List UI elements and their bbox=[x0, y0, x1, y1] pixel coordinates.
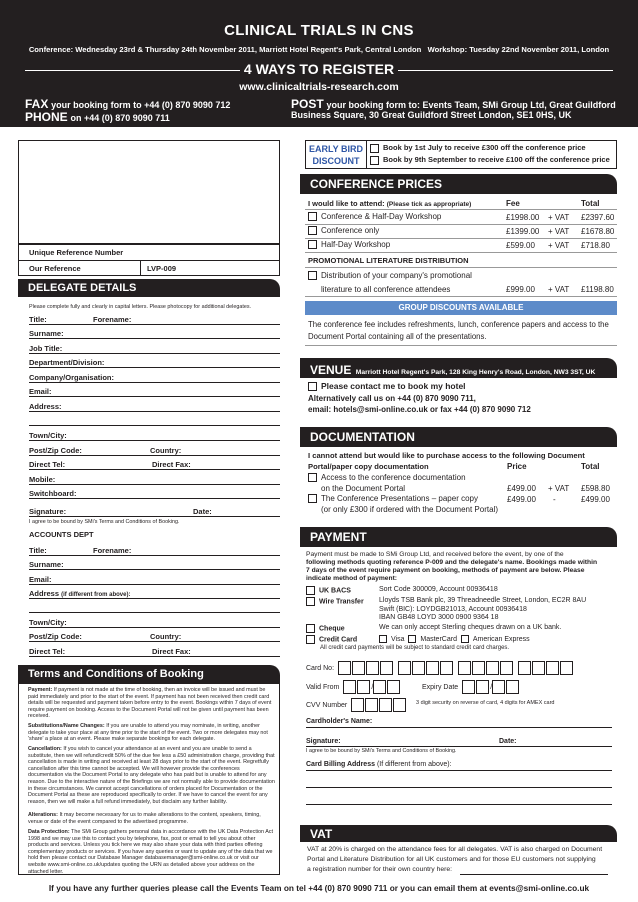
promo-checkbox[interactable] bbox=[308, 271, 317, 280]
cvv-note: 3 digit security on reverse of card, 4 digits for AMEX card bbox=[416, 700, 555, 706]
job-title-label: Job Title: bbox=[29, 344, 63, 353]
acc-surname-field[interactable] bbox=[29, 569, 280, 570]
accounts-dept-heading: ACCOUNTS DEPT bbox=[29, 530, 94, 539]
doc-paper-note: (or only £300 if ordered with the Document Portal) bbox=[321, 505, 498, 514]
billing-address-field-2[interactable] bbox=[306, 787, 612, 788]
unique-reference-label: Unique Reference Number bbox=[29, 248, 124, 257]
card-number-row: Card No: bbox=[306, 661, 574, 675]
credit-card-checkbox[interactable] bbox=[306, 635, 315, 644]
surname-label: Surname: bbox=[29, 329, 64, 338]
acc-forename-label: Forename: bbox=[93, 546, 132, 555]
card-types: Visa MasterCard American Express bbox=[379, 635, 530, 643]
promo-fee: £999.00 bbox=[506, 285, 535, 294]
price-row-workshop[interactable]: Half-Day Workshop bbox=[308, 240, 390, 249]
department-label: Department/Division: bbox=[29, 358, 105, 367]
acc-address-field-2[interactable] bbox=[29, 612, 280, 613]
early-bird-1-checkbox[interactable] bbox=[370, 144, 379, 153]
conf-only-checkbox[interactable] bbox=[308, 226, 317, 235]
card-signature-label: Signature: bbox=[306, 738, 341, 745]
fee-header: Fee bbox=[506, 199, 520, 208]
our-reference-label: Our Reference bbox=[29, 264, 81, 273]
doc-portal-price: £499.00 bbox=[507, 484, 536, 493]
vat-heading: VAT bbox=[300, 825, 617, 842]
acc-email-field[interactable] bbox=[29, 584, 280, 585]
acc-address-label: Address (if different from above): bbox=[29, 589, 131, 598]
workshop-checkbox[interactable] bbox=[308, 240, 317, 249]
price-fee: £1998.00 bbox=[506, 213, 540, 222]
cvv-boxes[interactable] bbox=[351, 702, 407, 709]
vat-text-1: VAT at 20% is charged on the attendance fees for all delegates. VAT is also charged on Document bbox=[307, 846, 603, 853]
payment-intro-1: Payment must be made to SMi Group Ltd, and received before the event, by one of the bbox=[306, 551, 564, 558]
payment-intro-3: 7 days of the event require payment on booking, methods of payment are below. Please bbox=[306, 567, 585, 574]
price-vat: + VAT bbox=[548, 227, 570, 236]
postcode-field[interactable] bbox=[29, 455, 280, 456]
price-row-conf-only[interactable]: Conference only bbox=[308, 226, 379, 235]
address-field-2[interactable] bbox=[29, 425, 280, 426]
town-label: Town/City: bbox=[29, 431, 67, 440]
doc-portal-checkbox[interactable] bbox=[308, 473, 317, 482]
early-bird-option-1[interactable]: Book by 1st July to receive £300 off the conference price bbox=[370, 143, 586, 153]
post-line: POST your booking form to: Events Team, SMi Group Ltd, Great Guildford bbox=[291, 97, 616, 111]
price-fee: £1399.00 bbox=[506, 227, 540, 236]
doc-portal-total: £598.80 bbox=[581, 484, 610, 493]
card-number-boxes[interactable] bbox=[338, 665, 574, 672]
visa-checkbox[interactable] bbox=[379, 635, 387, 643]
terms-cancellation: Cancellation: If you wish to cancel your attendance at an event and you are unable to send a substitute, then we will refund/credit 50% of the due fee less a £50 administration charge, providing that cancellation is made in writing and received at least 28 days prior to the start of the event. Regretfully cancellation after this time cannot be accepted. We will however provide the conferences documentation via the Document Portal to any delegate who has paid but is unable to attend for any reason. Due to the interactive nature of the Briefings we are not normally able to provide documentation in these circumstances. We cannot accept cancellations of orders placed for Documentation or the Document Portal as these are reproduced specifically to order. If we have to cancel the event for any reason, then we will make a full refund immediately, but disclaim any further liability. bbox=[28, 746, 275, 805]
acc-direct-tel-field[interactable] bbox=[29, 656, 280, 657]
wire-option[interactable]: Wire Transfer bbox=[306, 597, 364, 606]
card-date-label: Date: bbox=[499, 738, 517, 745]
card-surcharge-note: All credit card payments will be subject to standard credit card charges. bbox=[320, 645, 510, 651]
footer-contact: If you have any further queries please call the Events Team on tel +44 (0) 870 9090 711 or you can email them at events@smi-online.co.uk bbox=[48, 883, 590, 893]
direct-fax-label: Direct Fax: bbox=[152, 460, 191, 469]
cvv-row: CVV Number bbox=[306, 698, 407, 712]
price-vat: + VAT bbox=[548, 213, 570, 222]
valid-from-boxes[interactable] bbox=[343, 684, 401, 691]
credit-card-option[interactable]: Credit Card bbox=[306, 635, 357, 644]
cheque-details: We can only accept Sterling cheques drawn on a UK bank. bbox=[379, 624, 562, 631]
mastercard-checkbox[interactable] bbox=[408, 635, 416, 643]
price-vat: + VAT bbox=[548, 241, 570, 250]
doc-question-1: I cannot attend but would like to purchase access to the following Document bbox=[308, 451, 585, 460]
company-field[interactable] bbox=[29, 382, 280, 383]
header-banner bbox=[0, 0, 638, 127]
direct-tel-field[interactable] bbox=[29, 469, 280, 470]
signature-label: Signature: bbox=[29, 507, 67, 516]
delegate-note: Please complete fully and clearly in capital letters. Please photocopy for additional delegates. bbox=[29, 304, 252, 310]
attend-label: I would like to attend: (Please tick as appropriate) bbox=[308, 199, 472, 208]
terms-payment: Payment: If payment is not made at the time of booking, then an invoice will be issued and must be paid immediately and prior to the start of the event. If payment has not been received then credit card details will be requested and payment taken before entry to the event. Bookings within 7 days of event require payment on booking. Access to the Document Portal will not be given until payment has been received. bbox=[28, 687, 272, 720]
country-label: Country: bbox=[150, 446, 182, 455]
terms-substitutions: Substitutions/Name Changes: If you are unable to attend you may nominate, in writing, another delegate to take your place at any time prior to the start of the event. Two or more delegates may not 'share' a place at an event. Please make separate bookings for each delegate. bbox=[28, 723, 268, 743]
venue-alt-contact-2: email: hotels@smi-online.co.uk or fax +44 (0) 870 9090 712 bbox=[308, 405, 531, 414]
doc-portal-option[interactable]: Access to the conference documentation bbox=[308, 473, 466, 482]
post-line-2: Business Square, 30 Great Guildford Street London, SE1 0HS, UK bbox=[291, 110, 572, 120]
email-label: Email: bbox=[29, 387, 52, 396]
conference-prices-heading: CONFERENCE PRICES bbox=[300, 174, 617, 194]
title-label: Title: bbox=[29, 315, 47, 324]
cardholder-name-label: Cardholder's Name: bbox=[306, 718, 373, 725]
promo-heading: PROMOTIONAL LITERATURE DISTRIBUTION bbox=[308, 256, 469, 265]
acc-title-field[interactable] bbox=[29, 555, 280, 556]
cheque-option[interactable]: Cheque bbox=[306, 624, 345, 633]
cardholder-name-field[interactable] bbox=[306, 727, 612, 728]
billing-address-field[interactable] bbox=[306, 770, 612, 771]
acc-surname-label: Surname: bbox=[29, 560, 64, 569]
department-field[interactable] bbox=[29, 367, 280, 368]
switchboard-field[interactable] bbox=[29, 498, 280, 499]
card-signature-field[interactable] bbox=[306, 746, 612, 747]
our-reference-value: LVP-009 bbox=[147, 264, 177, 273]
terms-data-protection: Data Protection: The SMi Group gathers personal data in accordance with the UK Data Protection Act 1998 and we may use this to contact you by telephone, fax, post or email to tell you about other products and services. Unless you tick here we may also share your data with third parties offering complementary products or services. If you have any queries or want to update any of the data that we hold then please contact our Database Manager databasemanager@smi-online.co.uk or visit our website www.smi-online.co.uk/updates quoting the URN as detailed above your address on the attached letter. bbox=[28, 829, 274, 875]
bacs-option[interactable]: UK BACS bbox=[306, 586, 351, 595]
delegate-agree-text: I agree to be bound by SMi's Terms and Conditions of Booking. bbox=[29, 519, 180, 525]
doc-paper-price: £499.00 bbox=[507, 495, 536, 504]
early-bird-option-2[interactable]: Book by 9th September to receive £100 off the conference price bbox=[370, 155, 610, 165]
bacs-checkbox[interactable] bbox=[306, 586, 315, 595]
wire-details-3: IBAN GB48 LOYD 3000 0900 9364 18 bbox=[379, 614, 499, 621]
fee-includes-text: The conference fee includes refreshments, lunch, conference papers and access to the Document Portal containing all of the presentations. bbox=[308, 320, 609, 341]
promo-vat: + VAT bbox=[548, 285, 570, 294]
acc-postcode-label: Post/Zip Code: bbox=[29, 632, 82, 641]
phone-line: PHONE on +44 (0) 870 9090 711 bbox=[25, 110, 170, 124]
mobile-field[interactable] bbox=[29, 484, 280, 485]
book-hotel-checkbox[interactable] bbox=[308, 382, 317, 391]
address-field[interactable] bbox=[29, 411, 280, 412]
acc-town-field[interactable] bbox=[29, 627, 280, 628]
doc-paper-total: £499.00 bbox=[581, 495, 610, 504]
doc-paper-checkbox[interactable] bbox=[308, 494, 317, 503]
website-link[interactable]: www.clinicaltrials-research.com bbox=[239, 81, 399, 93]
switchboard-label: Switchboard: bbox=[29, 489, 77, 498]
promo-text-2: literature to all conference attendees bbox=[321, 285, 451, 294]
signature-field[interactable] bbox=[29, 516, 280, 517]
surname-field[interactable] bbox=[29, 338, 280, 339]
email-field[interactable] bbox=[29, 396, 280, 397]
acc-address-field[interactable] bbox=[29, 598, 280, 599]
terms-alterations: Alterations: It may become necessary for us to make alterations to the content, speakers, timing, venue or date of the event compared to the advertised programme. bbox=[28, 812, 261, 825]
job-title-field[interactable] bbox=[29, 353, 280, 354]
date-label: Date: bbox=[193, 507, 212, 516]
price-total: £718.80 bbox=[581, 241, 610, 250]
promo-option[interactable]: Distribution of your company's promotional bbox=[308, 271, 472, 280]
title-field[interactable] bbox=[29, 324, 280, 325]
expiry-boxes[interactable] bbox=[462, 684, 520, 691]
address-label: Address: bbox=[29, 402, 62, 411]
documentation-heading: DOCUMENTATION bbox=[300, 427, 617, 447]
price-total: £1678.80 bbox=[581, 227, 615, 236]
vat-text-2: Portal and Literature Distribution for all UK customers and for those EU customers not supplying bbox=[307, 856, 596, 863]
acc-postcode-field[interactable] bbox=[29, 641, 280, 642]
acc-email-label: Email: bbox=[29, 575, 52, 584]
conf-workshop-checkbox[interactable] bbox=[308, 212, 317, 221]
wire-details-2: Swift (BIC): LOYDGB21013, Account 00936418 bbox=[379, 606, 527, 613]
price-total: £2397.60 bbox=[581, 213, 615, 222]
valid-from-row: Valid From bbox=[306, 680, 401, 694]
doc-total-header: Total bbox=[581, 462, 600, 471]
payment-heading: PAYMENT bbox=[300, 527, 617, 547]
company-label: Company/Organisation: bbox=[29, 373, 115, 382]
doc-paper-vat: - bbox=[553, 495, 556, 504]
terms-heading: Terms and Conditions of Booking bbox=[18, 665, 280, 683]
acc-direct-fax-label: Direct Fax: bbox=[152, 647, 191, 656]
forename-label: Forename: bbox=[93, 315, 132, 324]
price-row-conf-workshop[interactable]: Conference & Half-Day Workshop bbox=[308, 212, 441, 221]
doc-price-header: Price bbox=[507, 462, 527, 471]
doc-portal-text-2: on the Document Portal bbox=[321, 484, 406, 493]
direct-tel-label: Direct Tel: bbox=[29, 460, 66, 469]
early-bird-2-checkbox[interactable] bbox=[370, 156, 379, 165]
book-hotel-option[interactable]: Please contact me to book my hotel bbox=[308, 381, 466, 391]
card-agree-text: I agree to be bound by SMi's Terms and Conditions of Booking. bbox=[306, 748, 457, 754]
ways-to-register: 4 WAYS TO REGISTER bbox=[243, 61, 395, 77]
group-discounts-banner: GROUP DISCOUNTS AVAILABLE bbox=[305, 301, 617, 315]
venue-alt-contact-1: Alternatively call us on +44 (0) 870 9090 711, bbox=[308, 394, 476, 403]
expiry-row: Expiry Date bbox=[422, 680, 520, 694]
acc-country-label: Country: bbox=[150, 632, 182, 641]
price-fee: £599.00 bbox=[506, 241, 535, 250]
cheque-checkbox[interactable] bbox=[306, 624, 315, 633]
doc-paper-option[interactable]: The Conference Presentations – paper copy bbox=[308, 494, 478, 503]
payment-intro-2: following methods quoting reference P-009 and the delegate's name. Bookings made within bbox=[306, 559, 598, 566]
event-dates: Conference: Wednesday 23rd & Thursday 24th November 2011, Marriott Hotel Regent's Park, Central London Workshop: Tuesday 22nd November 2011, London bbox=[28, 45, 610, 54]
bacs-details: Sort Code 300009, Account 00936418 bbox=[379, 586, 498, 593]
early-bird-badge: EARLY BIRD DISCOUNT bbox=[306, 141, 367, 168]
wire-details-1: Lloyds TSB Bank plc, 39 Threadneedle Street, London, EC2R 8AU bbox=[379, 597, 587, 604]
mobile-label: Mobile: bbox=[29, 475, 56, 484]
billing-address-label: Card Billing Address (If different from above): bbox=[306, 761, 452, 768]
delegate-details-heading: DELEGATE DETAILS bbox=[18, 279, 280, 297]
doc-portal-vat: + VAT bbox=[548, 484, 570, 493]
wire-checkbox[interactable] bbox=[306, 597, 315, 606]
acc-town-label: Town/City: bbox=[29, 618, 67, 627]
doc-question-2: Portal/paper copy documentation bbox=[308, 462, 429, 471]
acc-title-label: Title: bbox=[29, 546, 47, 555]
payment-intro-4: indicate method of payment: bbox=[306, 575, 398, 582]
address-label-box bbox=[18, 140, 280, 244]
promo-total: £1198.80 bbox=[581, 285, 614, 294]
total-header: Total bbox=[581, 199, 600, 208]
postcode-label: Post/Zip Code: bbox=[29, 446, 82, 455]
event-title: CLINICAL TRIALS IN CNS bbox=[224, 22, 414, 39]
fax-line: FAX your booking form to +44 (0) 870 9090 712 bbox=[25, 97, 231, 111]
billing-address-field-3[interactable] bbox=[306, 804, 612, 805]
vat-registration-field[interactable] bbox=[460, 874, 608, 875]
town-field[interactable] bbox=[29, 440, 280, 441]
amex-checkbox[interactable] bbox=[461, 635, 469, 643]
acc-direct-tel-label: Direct Tel: bbox=[29, 647, 66, 656]
vat-text-3: a registration number for their own country here: bbox=[307, 866, 453, 873]
venue-heading: VENUE Marriott Hotel Regent's Park, 128 King Henry's Road, London, NW3 3ST, UK bbox=[300, 358, 617, 378]
